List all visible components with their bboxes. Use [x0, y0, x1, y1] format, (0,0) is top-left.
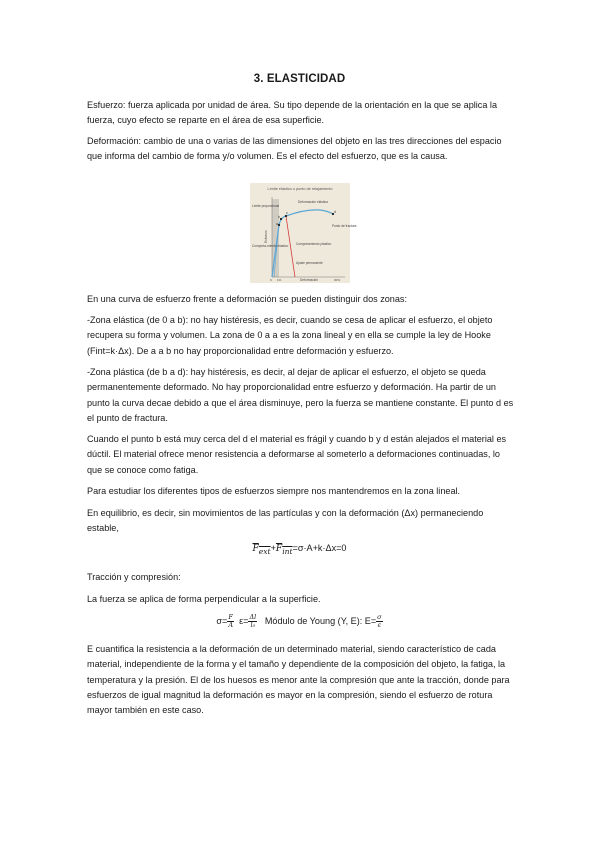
label-point-b: b — [278, 215, 280, 219]
point-a-marker — [278, 224, 280, 226]
label-punto-fractura: Punto de fractura — [332, 224, 357, 228]
figure-title: Límite elástico o punto de relajamiento — [267, 187, 333, 191]
modulo-fraction: $\frac{\sigma}{\varepsilon}$ — [377, 613, 382, 629]
stress-strain-figure — [250, 183, 357, 283]
paragraph-curva: En una curva de esfuerzo frente a deformación se pueden distinguir dos zonas: — [87, 294, 407, 304]
label-point-a: a — [276, 222, 278, 226]
sigma-fraction: $\frac{F}{A}$ — [228, 613, 234, 629]
modulo-text: Módulo de Young (Y, E): E= — [264, 615, 377, 626]
eq-force-ext: $F_{ext}$ — [252, 544, 271, 556]
label-deformacion-elastica: Deformación elástica — [298, 200, 328, 204]
eq-force-int: $F_{int}$ — [275, 544, 293, 556]
tick-1: 1% — [277, 278, 282, 282]
eq-plus: + — [270, 543, 276, 553]
paragraph-esfuerzo: Esfuerzo: fuerza aplicada por unidad de área. Su tipo depende de la orientación en la que se aplica la fuerza, cuyo efecto se reparte en el área de esa superficie. — [87, 100, 498, 126]
paragraph-deformacion: Deformación: cambio de una o varias de las dimensiones del objeto en las tres direcciones del espacio que informa del cambio de forma y/o volumen. Es el efecto del esfuerzo, que es la causa. — [87, 136, 502, 162]
young-equations — [0, 614, 599, 629]
paragraph-fragil: Cuando el punto b está muy cerca del d el material es frágil y cuando b y d están alejados el material es dúctil. El material ofrece menor resistencia a deformarse al someterlo a deformaciones continuadas, lo que se conoce como fatiga. — [87, 434, 507, 475]
label-y-axis: Esfuerzo — [264, 230, 268, 243]
tick-0: 0 — [270, 278, 272, 282]
paragraph-traccion-desc: La fuerza se aplica de forma perpendicular a la superficie. — [87, 594, 321, 604]
label-comportamiento-plastico: Comportamiento plástico — [296, 242, 332, 246]
label-point-c: c — [286, 211, 288, 215]
paragraph-equilibrio: En equilibrio, es decir, sin movimientos de las partículas y con la deformación (Δx) permaneciendo estable, — [87, 508, 484, 534]
label-x-axis: Deformación — [300, 278, 319, 282]
point-b-marker — [280, 218, 282, 220]
equilibrium-equation — [0, 543, 599, 556]
tick-30: 30% — [334, 278, 341, 282]
label-limite-proporcional: Límite proporcional — [252, 204, 280, 208]
stress-strain-diagram — [250, 183, 357, 283]
paragraph-estudiar: Para estudiar los diferentes tipos de esfuerzos siempre nos mantendremos en la zona lineal. — [87, 486, 461, 496]
eq-rhs: =σ·A+k·Δx=0 — [292, 543, 347, 553]
point-c-marker — [285, 215, 287, 217]
paragraph-traccion-title: Tracción y compresión: — [87, 572, 181, 582]
label-point-d: d — [334, 210, 336, 214]
paragraph-plastica: -Zona plástica (de b a d): hay histéresis, es decir, al dejar de aplicar el esfuerzo, el objeto se queda permanentemente deformado. No hay proporcionalidad entre esfuerzo y deformación. Ha partir de un punto la curva decae debido a que el área disminuye, pero la fuerza se mantiene constante. El punto d es el punto de fractura. — [87, 367, 514, 423]
epsilon-fraction: $\frac{\Delta l}{\text{l₀}}$ — [249, 613, 257, 629]
label-ajuste-permanente: Ajuste permanente — [296, 261, 323, 265]
label-comportamiento-elastico: Comporta-miento elástico — [252, 244, 289, 248]
epsilon-lhs: ε= — [239, 615, 249, 626]
paragraph-elastica: -Zona elástica (de 0 a b): no hay histéresis, es decir, cuando se cesa de aplicar el esfuerzo, el objeto recupera su forma y volumen. La zona de 0 a a es la zona lineal y en ella se cumple la ley de Hooke (Fint=k·Δx). De a a b no hay proporcionalidad entre deformación y esfuerzo. — [87, 315, 493, 356]
section-title: 3. ELASTICIDAD — [253, 73, 346, 85]
paragraph-young: E cuantifica la resistencia a la deformación de un determinado material, siendo característico de cada material, independiente de la forma y el tamaño y dependiente de la composición del objeto, la fatiga, la temperatura y la presión. El de los huesos es menor ante la compresión que ante la tracción, donde para esfuerzos de igual magnitud la deformación es mayor en la compresión, siendo el esfuerzo de rotura mayor también en este caso. — [87, 644, 510, 716]
sigma-lhs: σ= — [216, 615, 228, 626]
